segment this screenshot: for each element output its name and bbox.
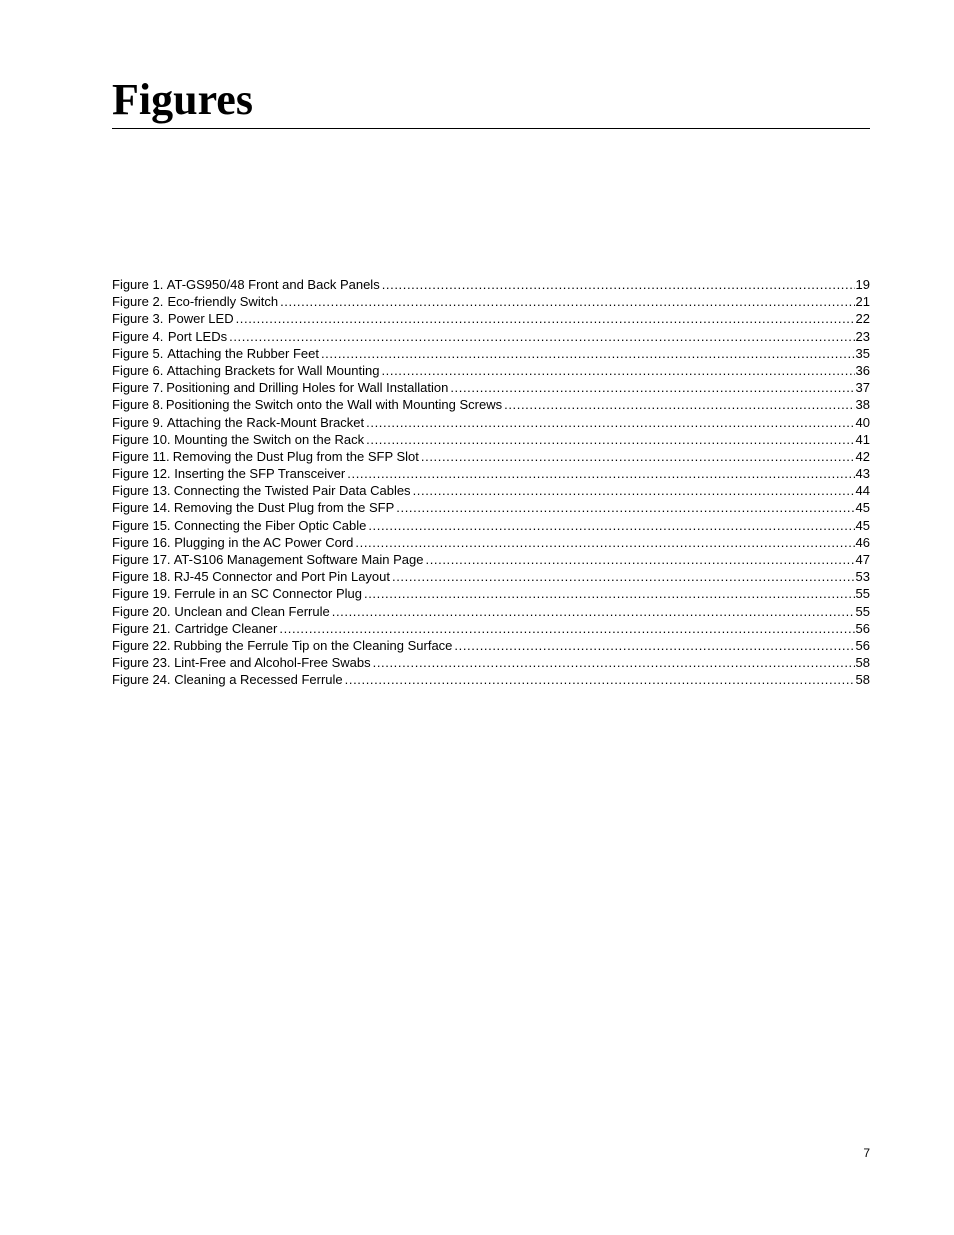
figure-entry[interactable] <box>112 293 870 310</box>
dot-leader <box>364 585 855 602</box>
figure-entry[interactable] <box>112 620 870 637</box>
figure-title: Plugging in the AC Power Cord <box>174 534 354 550</box>
figure-page-number: 55 <box>855 603 870 619</box>
dot-leader <box>396 499 854 516</box>
dot-leader <box>381 362 854 379</box>
figure-entry[interactable] <box>112 448 870 465</box>
figure-title: AT-S106 Management Software Main Page <box>173 552 424 567</box>
dot-leader <box>425 551 854 568</box>
dot-leader <box>413 482 855 499</box>
figure-page-number: 47 <box>855 552 870 567</box>
dot-leader <box>355 534 854 551</box>
dot-leader <box>392 568 855 585</box>
figure-entry[interactable] <box>112 362 870 379</box>
figure-number: Figure 19. <box>112 586 171 602</box>
figure-entry[interactable] <box>112 396 870 413</box>
figure-title: Attaching the Rack-Mount Bracket <box>166 414 365 430</box>
dot-leader <box>347 465 854 482</box>
figure-number: Figure 20. <box>112 603 171 619</box>
figure-page-number: 35 <box>855 345 870 361</box>
figure-page-number: 23 <box>855 328 870 344</box>
figure-number: Figure 11. <box>112 448 170 464</box>
dot-leader <box>280 293 854 310</box>
dot-leader <box>332 603 855 620</box>
figure-page-number: 42 <box>855 448 870 464</box>
figure-entry[interactable] <box>112 534 870 551</box>
figure-number: Figure 2. <box>112 294 164 310</box>
figure-entry[interactable] <box>112 671 870 688</box>
dot-leader <box>368 517 854 534</box>
figure-page-number: 56 <box>855 637 870 653</box>
figure-number: Figure 7. <box>112 380 164 396</box>
title-rule <box>112 128 870 129</box>
figure-number: Figure 6. <box>112 362 164 378</box>
figure-page-number: 21 <box>855 294 870 310</box>
figure-number: Figure 21. <box>112 620 171 636</box>
figure-number: Figure 14. <box>112 500 171 516</box>
figure-number: Figure 9. <box>112 414 164 430</box>
figure-page-number: 40 <box>855 414 870 430</box>
figure-title: Cleaning a Recessed Ferrule <box>174 672 343 688</box>
figure-number: Figure 12. <box>112 466 171 482</box>
figure-entry[interactable] <box>112 603 870 620</box>
figure-page-number: 45 <box>855 500 870 516</box>
figure-page-number: 43 <box>855 466 870 482</box>
figure-entry[interactable] <box>112 276 870 293</box>
figure-entry[interactable] <box>112 551 870 568</box>
figure-title: RJ-45 Connector and Port Pin Layout <box>173 569 390 585</box>
page-title: Figures <box>112 75 253 124</box>
figure-title: Attaching the Rubber Feet <box>167 345 319 361</box>
dot-leader <box>321 345 855 362</box>
figure-page-number: 56 <box>855 620 870 636</box>
dot-leader <box>450 379 854 396</box>
figure-title: Ferrule in an SC Connector Plug <box>174 586 362 602</box>
figure-number: Figure 3. <box>112 311 164 327</box>
figure-title: Mounting the Switch on the Rack <box>174 431 365 447</box>
figure-entry[interactable] <box>112 499 870 516</box>
figure-number: Figure 15. <box>112 517 171 533</box>
figure-page-number: 55 <box>855 586 870 602</box>
figure-number: Figure 23. <box>112 655 171 671</box>
figure-list <box>112 276 870 689</box>
figure-entry[interactable] <box>112 310 870 327</box>
figure-page-number: 58 <box>855 655 870 671</box>
figure-entry[interactable] <box>112 654 870 671</box>
dot-leader <box>366 431 854 448</box>
figure-page-number: 19 <box>855 277 870 292</box>
figure-page-number: 45 <box>855 517 870 533</box>
figure-title: Removing the Dust Plug from the SFP <box>173 500 395 516</box>
dot-leader <box>382 276 855 293</box>
figure-entry[interactable] <box>112 431 870 448</box>
figure-number: Figure 13. <box>112 483 171 499</box>
figure-title: AT-GS950/48 Front and Back Panels <box>166 277 380 292</box>
figure-number: Figure 4. <box>112 328 164 344</box>
figure-page-number: 41 <box>855 431 870 447</box>
figure-title: Unclean and Clean Ferrule <box>174 603 330 619</box>
figure-entry[interactable] <box>112 465 870 482</box>
figure-title: Connecting the Fiber Optic Cable <box>174 517 367 533</box>
figure-entry[interactable] <box>112 482 870 499</box>
figure-title: Eco-friendly Switch <box>167 294 279 310</box>
figure-page-number: 46 <box>855 534 870 550</box>
figure-title: Removing the Dust Plug from the SFP Slot <box>172 448 419 464</box>
figure-title: Lint-Free and Alcohol-Free Swabs <box>174 655 371 671</box>
dot-leader <box>279 620 854 637</box>
dot-leader <box>504 396 854 413</box>
figure-entry[interactable] <box>112 414 870 431</box>
figure-page-number: 58 <box>855 672 870 688</box>
figure-page-number: 53 <box>855 569 870 585</box>
page-number: 7 <box>863 1146 870 1160</box>
figure-title: Connecting the Twisted Pair Data Cables <box>173 483 411 499</box>
figure-entry[interactable] <box>112 568 870 585</box>
figure-number: Figure 16. <box>112 534 171 550</box>
figure-number: Figure 1. <box>112 277 164 292</box>
figure-number: Figure 10. <box>112 431 171 447</box>
figure-title: Rubbing the Ferrule Tip on the Cleaning Surface <box>173 637 453 653</box>
figure-page-number: 22 <box>855 311 870 327</box>
figure-entry[interactable] <box>112 328 870 345</box>
figure-page-number: 36 <box>855 362 870 378</box>
dot-leader <box>345 671 855 688</box>
figure-number: Figure 17. <box>112 552 171 567</box>
figure-title: Inserting the SFP Transceiver <box>174 466 346 482</box>
figure-entry[interactable] <box>112 517 870 534</box>
figure-title: Positioning and Drilling Holes for Wall Installation <box>166 380 449 396</box>
dot-leader <box>373 654 855 671</box>
figure-entry[interactable] <box>112 637 870 654</box>
figure-title: Power LED <box>167 311 234 327</box>
figure-number: Figure 8. <box>112 397 164 413</box>
dot-leader <box>421 448 855 465</box>
figure-title: Cartridge Cleaner <box>174 620 278 636</box>
figure-page-number: 37 <box>855 380 870 396</box>
figure-title: Attaching Brackets for Wall Mounting <box>166 362 380 378</box>
figure-page-number: 44 <box>855 483 870 499</box>
figure-number: Figure 5. <box>112 345 164 361</box>
figure-title: Port LEDs <box>167 328 228 344</box>
figure-entry[interactable] <box>112 379 870 396</box>
figure-number: Figure 18. <box>112 569 171 585</box>
dot-leader <box>366 414 854 431</box>
dot-leader <box>229 328 854 345</box>
figure-number: Figure 24. <box>112 672 171 688</box>
figure-title: Positioning the Switch onto the Wall with Mounting Screws <box>165 397 503 413</box>
figure-entry[interactable] <box>112 585 870 602</box>
dot-leader <box>236 310 855 327</box>
figure-page-number: 38 <box>855 397 870 413</box>
dot-leader <box>454 637 854 654</box>
figure-entry[interactable] <box>112 345 870 362</box>
figure-number: Figure 22. <box>112 637 171 653</box>
